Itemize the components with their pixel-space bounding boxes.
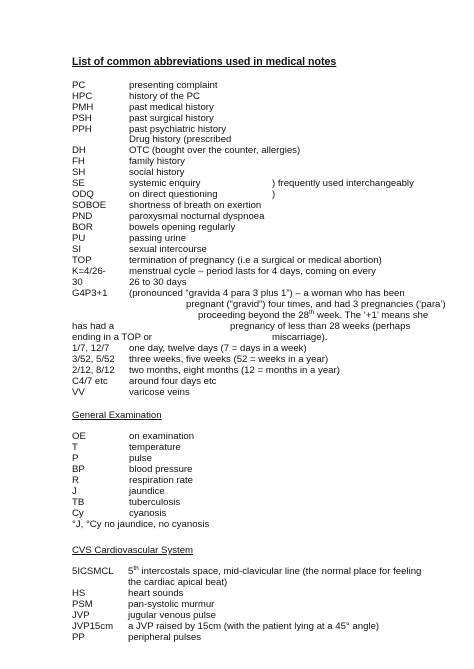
abbr-term: ODQ [72,189,94,200]
abbr-definition: systemic enquiry [129,178,201,189]
superscript: th [308,308,315,316]
abbr-term: T [72,442,78,453]
abbr-term: P [72,453,79,464]
abbr-term: PU [72,233,86,244]
abbr-definition: on examination [129,431,195,442]
abbr-definition: blood pressure [129,464,193,475]
abbr-definition: paroxysmal nocturnal dyspnoea [129,211,265,222]
abbr-term: HS [72,588,86,599]
abbr-term: DH [72,145,86,156]
definition-text: proceeding beyond the 28 [198,310,309,321]
abbr-definition: peripheral pulses [128,632,202,643]
definition-text: intercostals space, mid-clavicular line (the normal place for feeling [138,566,422,577]
abbr-term: TOP [72,255,92,266]
abbr-definition: tuberculosis [129,497,181,508]
abbr-definition: menstrual cycle – period lasts for 4 days, coming on every [129,266,376,277]
abbr-term: 5ICSMCL [72,566,114,577]
abbr-definition: past medical history [129,102,214,113]
abbr-definition: history of the PC [129,91,200,102]
abbr-definition: past surgical history [129,113,214,124]
abbr-term: PP [72,632,85,643]
definition-text: 5 [128,566,134,577]
abbr-definition: termination of pregnancy (i.e a surgical or medical abortion) [129,255,382,266]
abbr-term: TB [72,497,85,508]
abbr-definition: passing urine [129,233,187,244]
abbr-definition: social history [129,167,185,178]
abbr-term: PPH [72,124,92,135]
abbr-definition: past psychiatric history [129,124,227,135]
abbr-term: BP [72,464,85,475]
abbr-term: PC [72,80,86,91]
abbr-definition-continued: the cardiac apical beat) [128,577,228,588]
abbr-term: J [72,486,77,497]
abbr-definition: a JVP raised by 15cm (with the patient lying at a 45° angle) [128,621,380,632]
abbr-note: ) frequently used interchangeably [272,178,414,189]
abbr-definition-continued: has had a [72,321,115,332]
abbr-definition: shortness of breath on exertion [129,200,262,211]
abbr-term: SI [72,244,82,255]
abbr-definition-continued: pregnancy of less than 28 weeks (perhaps [230,321,411,332]
abbr-definition: cyanosis [129,508,167,519]
abbr-definition: on direct questioning [129,189,218,200]
abbr-definition: Drug history (prescribed [129,134,232,145]
abbr-term: FH [72,156,85,167]
abbr-definition: jaundice [129,486,165,497]
abbr-definition: jugular venous pulse [128,610,217,621]
abbr-note: ) [272,189,276,200]
abbr-definition: family history [129,156,185,167]
abbr-term: C4/7 etc [72,376,108,387]
abbr-term: K=4/26- [72,266,106,277]
abbr-definition: temperature [129,442,181,453]
abbr-term: VV [72,387,85,398]
abbr-definition-continued: pregnant (“gravid”) four times, and had 3 pregnancies (‘para’) [186,299,446,310]
abbr-definition: presenting complaint [129,80,218,91]
abbr-definition: OTC (bought over the counter, allergies) [129,145,301,156]
abbr-term: 3/52, 5/52 [72,354,115,365]
abbr-term: JVP15cm [72,621,114,632]
abbr-definition: pan-systolic murmur [128,599,215,610]
abbr-definition: respiration rate [129,475,193,486]
abbr-definition: bowels opening regularly [129,222,236,233]
section-heading-general-examination: General Examination [72,410,162,421]
abbr-term: Cy [72,508,84,519]
abbr-definition: one day, twelve days (7 = days in a week) [129,343,307,354]
abbr-term: R [72,475,79,486]
superscript: th [133,564,139,572]
document-title: List of common abbreviations used in medical notes [72,56,337,68]
abbr-term: SH [72,167,86,178]
abbr-definition: around four days etc [129,376,217,387]
abbr-term: BOR [72,222,93,233]
abbr-term: JVP [72,610,90,621]
abbr-term: PND [72,211,93,222]
abbr-term: 2/12, 8/12 [72,365,115,376]
definition-text: week. The ‘+1’ means she [314,310,429,321]
abbr-definition-continued: ending in a TOP or [72,332,153,343]
abbr-term: SOBOE [72,200,107,211]
abbr-definition: two months, eight months (12 = months in a year) [129,365,340,376]
abbr-definition: sexual intercourse [129,244,207,255]
abbr-term: 1/7, 12/7 [72,343,110,354]
abbr-definition: 26 to 30 days [129,277,187,288]
abbr-definition: (pronounced “gravida 4 para 3 plus 1”) – a woman who has been [129,288,405,299]
abbr-term: OE [72,431,86,442]
abbr-term: G4P3+1 [72,288,108,299]
abbr-definition: heart sounds [128,588,184,599]
abbr-definition: pulse [129,453,152,464]
abbr-term: SE [72,178,85,189]
abbr-term: 30 [72,277,83,288]
abbr-term: PSM [72,599,93,610]
abbr-definition: varicose veins [129,387,190,398]
abbr-definition: three weeks, five weeks (52 = weeks in a year) [129,354,329,365]
footnote: °J, °Cy no jaundice, no cyanosis [72,519,210,530]
abbr-term: PMH [72,102,94,113]
section-heading-cvs: CVS Cardiovascular System [72,545,194,556]
abbr-term: HPC [72,91,93,102]
abbr-term: PSH [72,113,92,124]
abbr-definition-continued: miscarriage). [272,332,328,343]
